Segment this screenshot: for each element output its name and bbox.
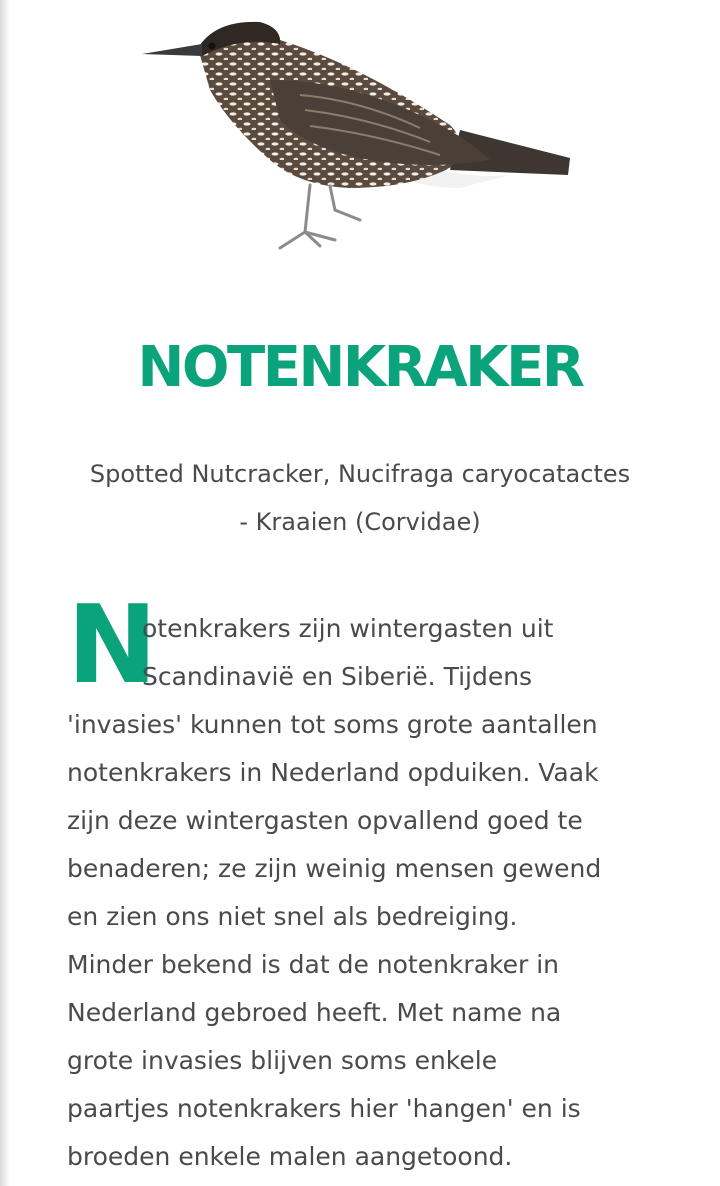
species-subtitle (30, 450, 690, 546)
bird-icon (130, 10, 580, 260)
page-title: NOTENKRAKER (137, 335, 583, 400)
body-line: broeden enkele malen aangetoond. (67, 1142, 513, 1171)
body-line: Nederland gebroed heeft. Met name na (67, 998, 562, 1027)
nutcracker-illustration (130, 10, 580, 260)
body-line: zijn deze wintergasten opvallend goed te (67, 806, 583, 835)
body-line: Scandinavië en Siberië. Tijdens (142, 662, 533, 691)
article-body (67, 605, 667, 1181)
body-line: otenkrakers zijn wintergasten uit (142, 614, 554, 643)
body-line: notenkrakers in Nederland opduiken. Vaak (67, 758, 599, 787)
body-line: en zien ons niet snel als bedreiging. (67, 902, 518, 931)
drop-cap: N (67, 583, 154, 708)
body-line: paartjes notenkrakers hier 'hangen' en is (67, 1094, 581, 1123)
body-line: Minder bekend is dat de notenkraker in (67, 950, 559, 979)
body-line: benaderen; ze zijn weinig mensen gewend (67, 854, 602, 883)
body-line: 'invasies' kunnen tot soms grote aantallen (67, 710, 598, 739)
subtitle-family: - Kraaien (Corvidae) (239, 508, 481, 536)
subtitle-names: Spotted Nutcracker, Nucifraga caryocatactes (89, 460, 631, 488)
page-left-edge (0, 0, 10, 1186)
body-line: grote invasies blijven soms enkele (67, 1046, 498, 1075)
